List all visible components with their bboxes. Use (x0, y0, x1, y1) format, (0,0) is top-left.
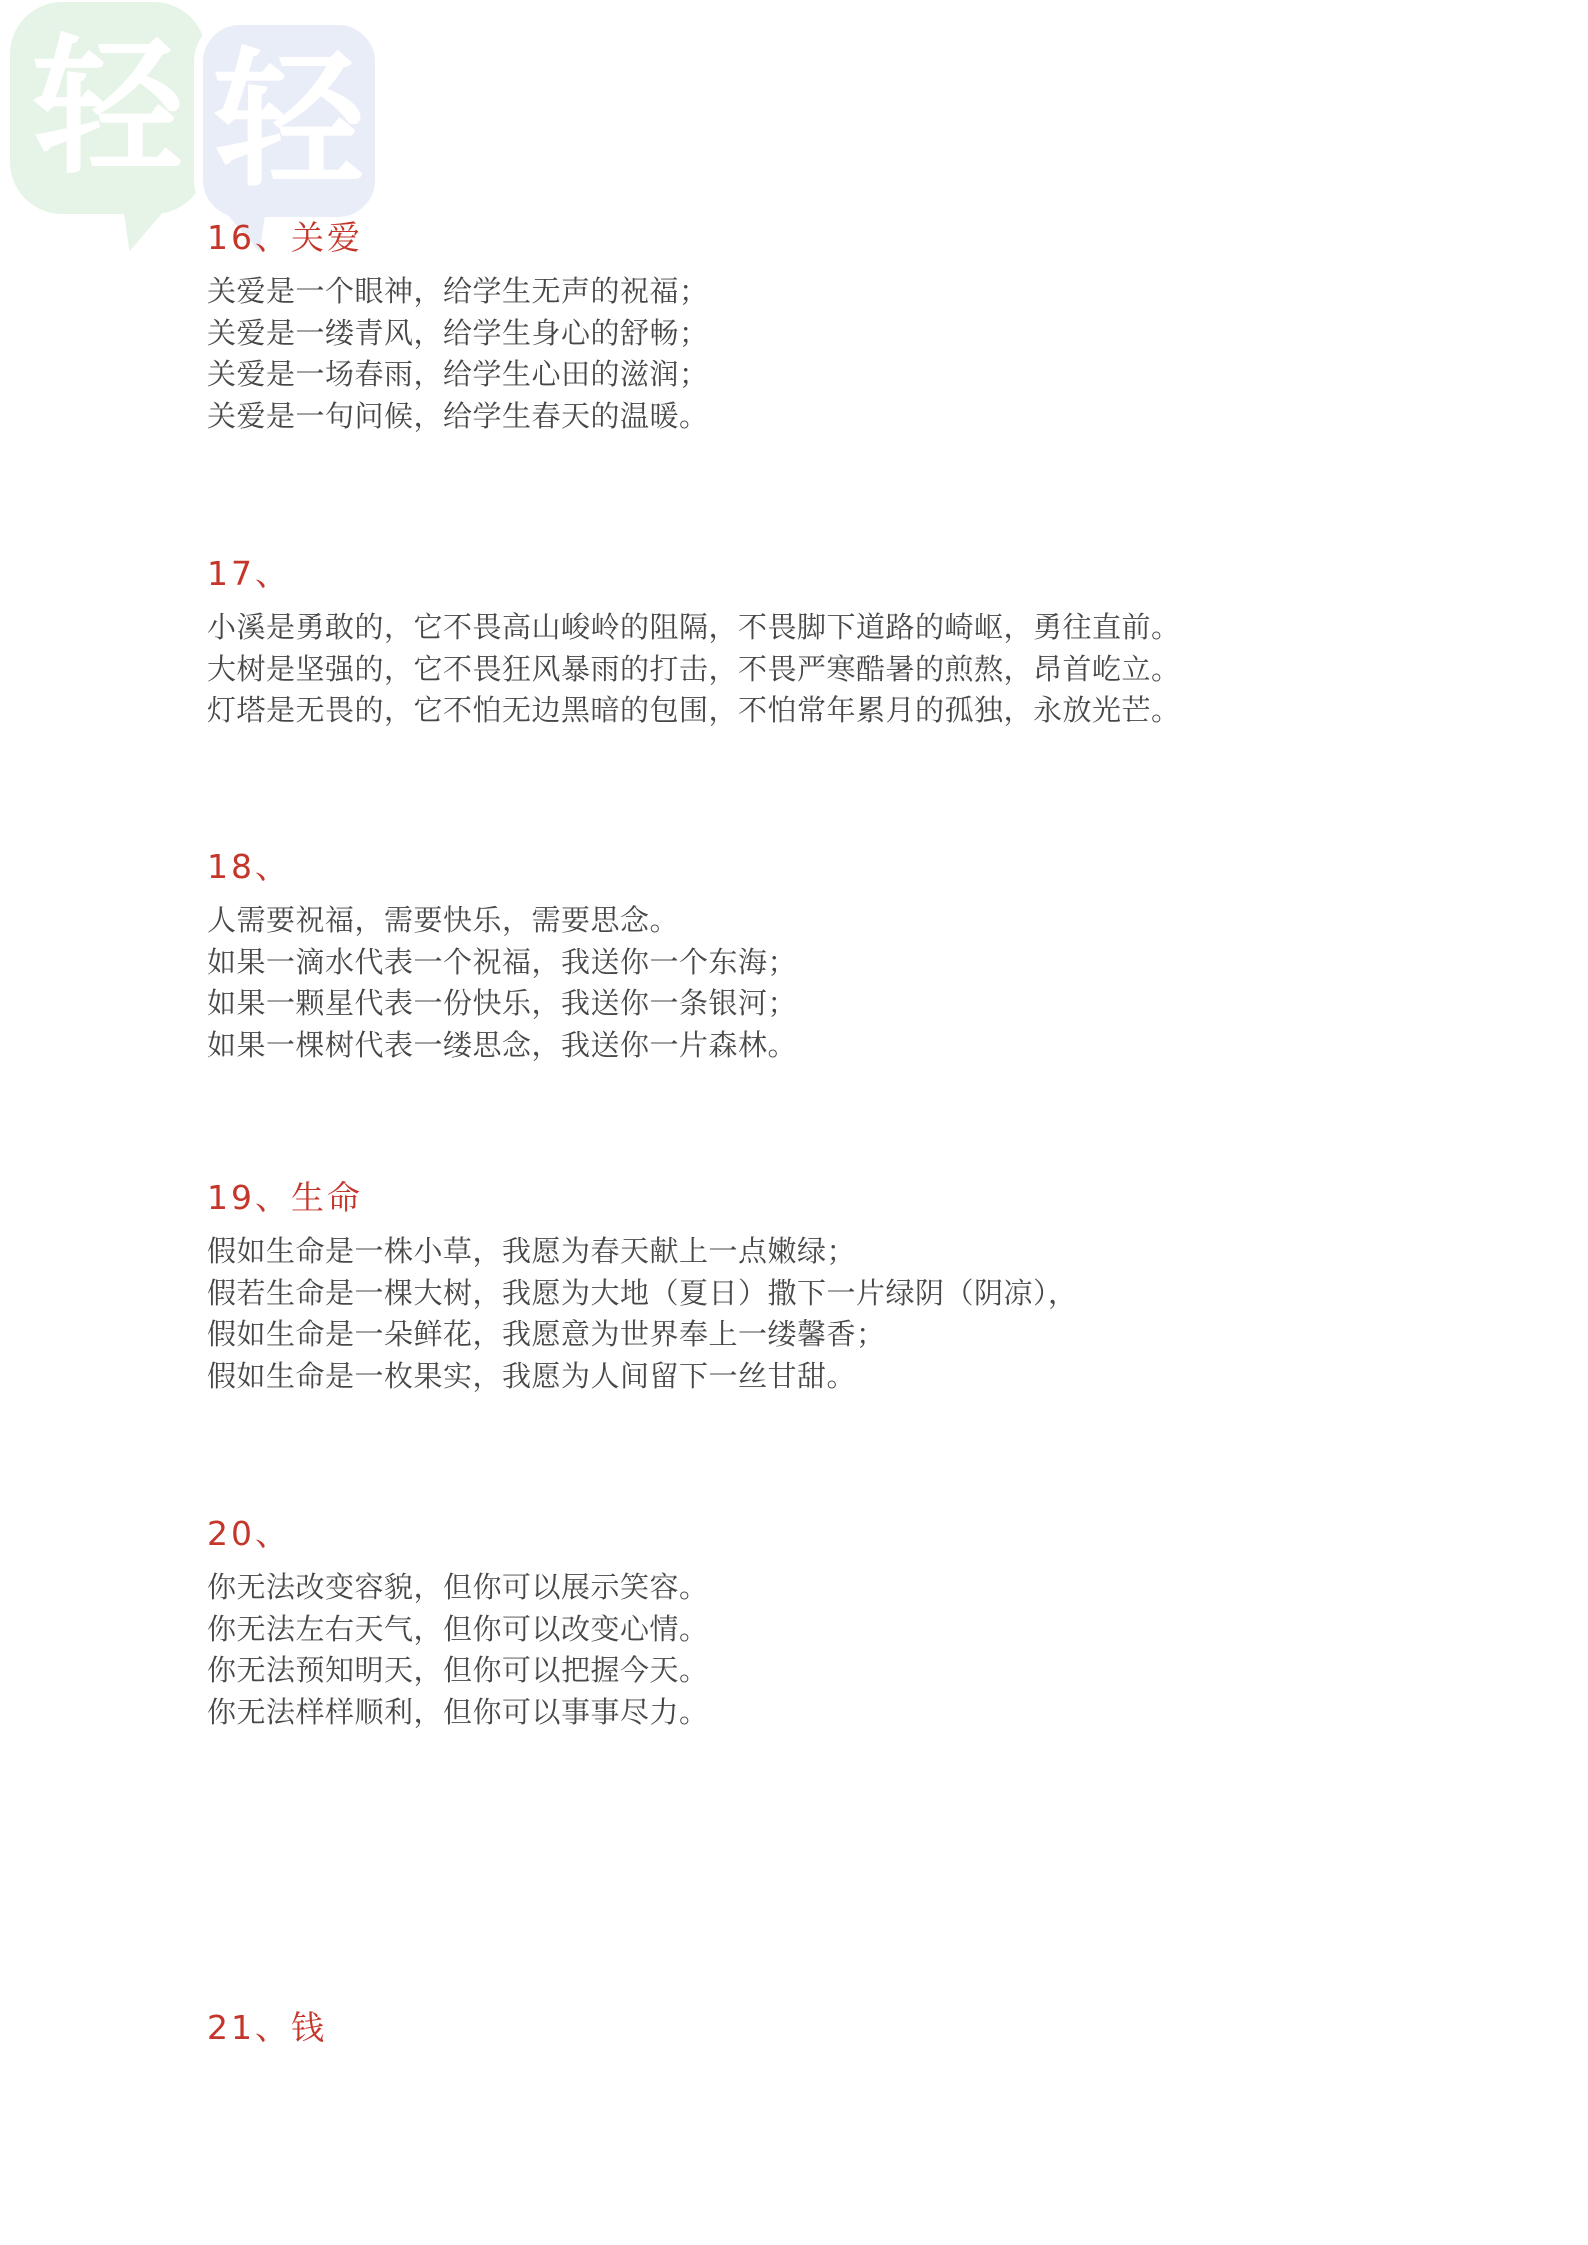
text-line: 假如生命是一朵鲜花，我愿意为世界奉上一缕馨香； (207, 1319, 886, 1351)
section-heading: 17、 (207, 554, 291, 593)
text-line: 假如生命是一枚果实，我愿为人间留下一丝甘甜。 (207, 1360, 857, 1393)
text-line: 如果一棵树代表一缕思念，我送你一片森林。 (207, 1029, 798, 1062)
text-line: 如果一滴水代表一个祝福，我送你一个东海； (207, 946, 798, 979)
logo-bubble-blue (194, 16, 384, 226)
text-line: 如果一颗星代表一份快乐，我送你一条银河； (207, 988, 798, 1020)
qingqing-logo (8, 0, 388, 230)
text-line: 人需要祝福，需要快乐，需要思念。 (207, 905, 680, 937)
text-line: 小溪是勇敢的，它不畏高山峻岭的阻隔，不畏脚下道路的崎岖，勇往直前。 (207, 612, 1181, 644)
section (207, 216, 1527, 438)
text-line: 你无法样样顺利，但你可以事事尽力。 (207, 1696, 709, 1729)
text-line: 大树是坚强的，它不畏狂风暴雨的打击，不畏严寒酷暑的煎熬，昂首屹立。 (207, 653, 1181, 686)
section-heading: 18、 (207, 847, 291, 886)
section (207, 845, 1527, 1067)
text-line: 你无法左右天气，但你可以改变心情。 (207, 1613, 709, 1646)
section-heading: 19、生命 (207, 1178, 363, 1217)
logo-char-green: 轻 (32, 21, 183, 195)
section-body (207, 901, 1527, 1067)
text-line: 关爱是一场春雨，给学生心田的滋润； (207, 359, 709, 391)
text-line: 你无法预知明天，但你可以把握今天。 (207, 1655, 709, 1687)
text-line: 关爱是一句问候，给学生春天的温暖。 (207, 400, 709, 433)
text-line: 关爱是一个眼神，给学生无声的祝福； (207, 276, 709, 308)
section (207, 2006, 1527, 2050)
section-heading: 21、钱 (207, 2008, 327, 2047)
text-line: 关爱是一缕青风，给学生身心的舒畅； (207, 317, 709, 350)
section-body (207, 272, 1527, 438)
text-line: 你无法改变容貌，但你可以展示笑容。 (207, 1572, 709, 1604)
text-line: 假若生命是一棵大树，我愿为大地（夏日）撒下一片绿阴（阴凉）， (207, 1277, 1078, 1310)
logo-char-blue: 轻 (213, 34, 364, 208)
section-heading: 20、 (207, 1514, 291, 1553)
section-body (207, 1568, 1527, 1734)
section (207, 1512, 1527, 1734)
text-line: 灯塔是无畏的，它不怕无边黑暗的包围，不怕常年累月的孤独，永放光芒。 (207, 695, 1181, 727)
section (207, 552, 1527, 733)
section-heading: 16、关爱 (207, 218, 363, 257)
section-body (207, 1232, 1527, 1398)
section (207, 1176, 1527, 1398)
section-body (207, 608, 1527, 733)
text-line: 假如生命是一株小草，我愿为春天献上一点嫩绿； (207, 1236, 857, 1268)
logo-bubble-green (10, 2, 206, 214)
